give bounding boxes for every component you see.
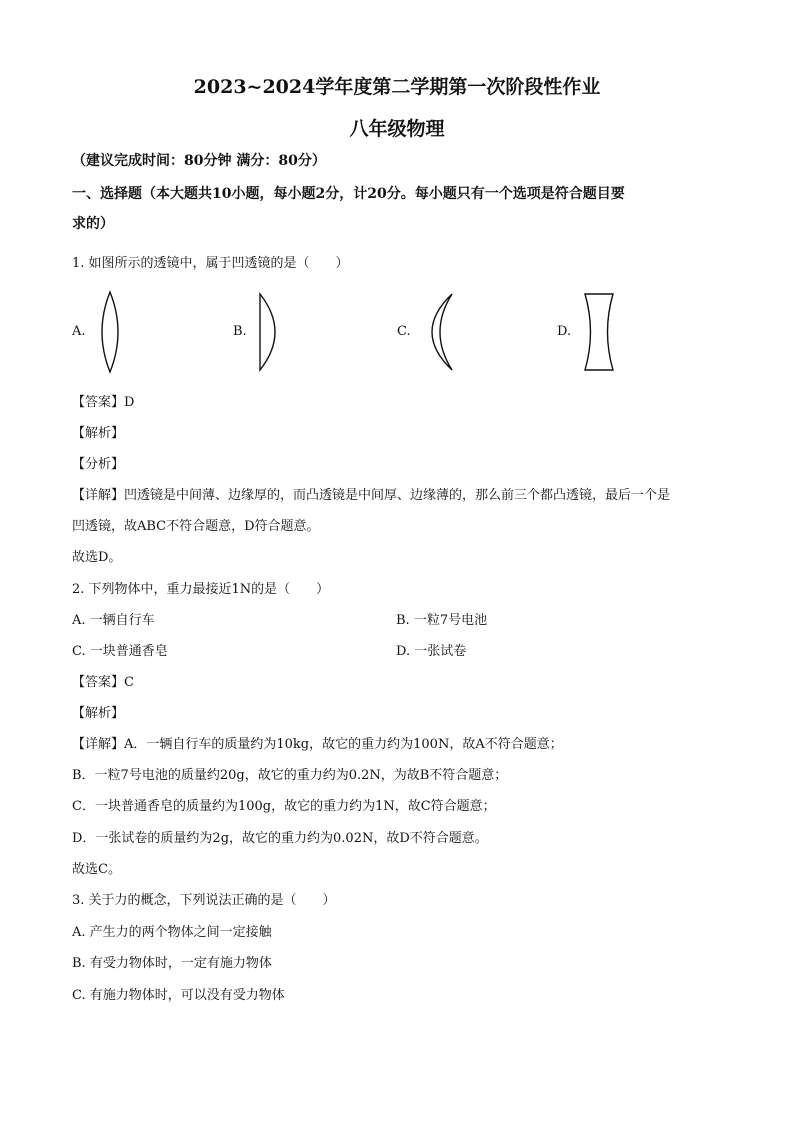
- exam-meta: （建议完成时间：80分钟 满分：80分）: [72, 153, 326, 169]
- q1-option-c-label: C.: [397, 324, 411, 339]
- biconcave-lens-figure: [582, 292, 616, 372]
- q1-detail-line2: 凹透镜，故ABC不符合题意，D符合题意。: [72, 519, 320, 534]
- section-heading-line1: 一、选择题（本大题共10小题，每小题2分，计20分。每小题只有一个选项是符合题目要: [72, 186, 625, 202]
- question-1-stem: 1. 如图所示的透镜中，属于凹透镜的是（ ）: [72, 256, 349, 271]
- q2-analysis-label: 【解析】: [72, 706, 125, 721]
- q1-detail-line1: 【详解】凹透镜是中间薄、边缘厚的，而凸透镜是中间厚、边缘薄的，那么前三个都凸透镜，最后一个是: [72, 488, 671, 503]
- q2-answer: 【答案】C: [72, 675, 134, 690]
- q2-detail-line4: D．一张试卷的质量约为2g，故它的重力约为0.02N，故D不符合题意。: [72, 831, 488, 846]
- q2-option-b: B. 一粒7号电池: [396, 613, 488, 628]
- biconvex-lens-figure: [94, 290, 126, 374]
- q2-option-c: C. 一块普通香皂: [72, 644, 168, 659]
- q3-option-c: C. 有施力物体时，可以没有受力物体: [72, 988, 285, 1003]
- q2-detail-line2: B．一粒7号电池的质量约20g，故它的重力约为0.2N，为故B不符合题意；: [72, 768, 508, 783]
- q3-option-a: A. 产生力的两个物体之间一定接触: [72, 925, 272, 940]
- q1-fenxi-label: 【分析】: [72, 457, 125, 472]
- q2-option-d: D. 一张试卷: [396, 644, 467, 659]
- q2-option-a: A. 一辆自行车: [72, 613, 155, 628]
- q1-answer: 【答案】D: [72, 395, 135, 410]
- meniscus-lens-figure: [418, 292, 458, 372]
- section-heading-line2: 求的）: [72, 216, 114, 232]
- q1-analysis-label: 【解析】: [72, 426, 125, 441]
- q1-option-a-label: A.: [72, 324, 86, 339]
- q2-detail-line3: C．一块普通香皂的质量约为100g，故它的重力约为1N，故C符合题意；: [72, 799, 496, 814]
- plano-convex-lens-figure: [256, 292, 286, 372]
- q1-option-d-label: D.: [557, 324, 572, 339]
- q2-conclusion: 故选C。: [72, 862, 121, 877]
- document-title: 2023~2024学年度第二学期第一次阶段性作业: [193, 76, 601, 98]
- q3-option-b: B. 有受力物体时，一定有施力物体: [72, 956, 272, 971]
- document-subtitle: 八年级物理: [349, 118, 445, 140]
- q2-detail-line1: 【详解】A．一辆自行车的质量约为10kg，故它的重力约为100N，故A不符合题意；: [72, 737, 563, 752]
- question-2-stem: 2. 下列物体中，重力最接近1N的是（ ）: [72, 582, 330, 597]
- q1-option-b-label: B.: [233, 324, 247, 339]
- question-3-stem: 3. 关于力的概念，下列说法正确的是（ ）: [72, 893, 336, 908]
- q1-conclusion: 故选D。: [72, 550, 122, 565]
